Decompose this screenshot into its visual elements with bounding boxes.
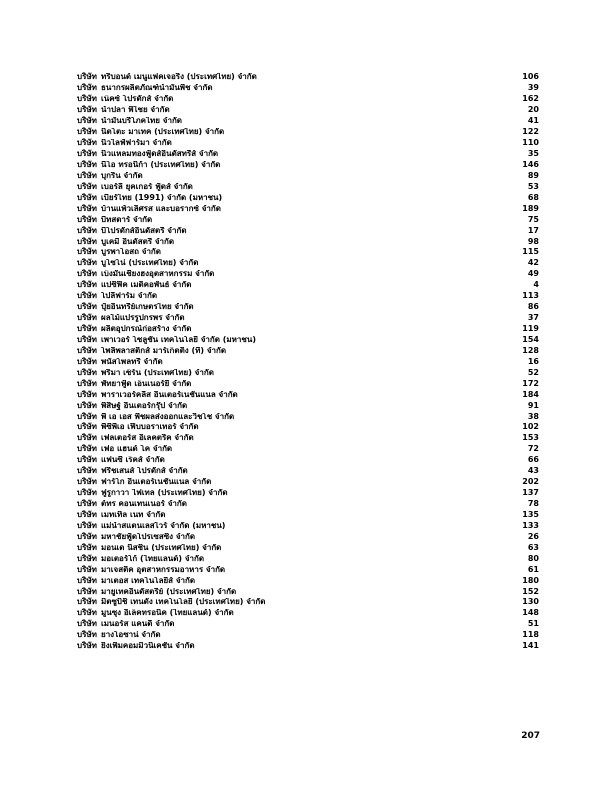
list-item	[77, 345, 539, 356]
company-count: 43	[527, 466, 539, 476]
company-name: เมนอร์ส แคนดี้ จำกัด	[101, 620, 175, 629]
company-count: 172	[522, 378, 539, 388]
company-name: มอเตอร์โก้ (ไทยแลนด์) จำกัด	[101, 554, 205, 563]
company-prefix: บริษัท	[77, 149, 97, 159]
company-count: 41	[527, 116, 539, 126]
company-prefix: บริษัท	[77, 181, 97, 191]
company-count: 42	[527, 258, 539, 268]
company-count: 141	[522, 641, 539, 651]
list-item	[77, 269, 539, 280]
list-item	[77, 105, 539, 116]
company-count: 78	[527, 499, 539, 509]
company-name: ฟาร์โก อินเตอร์เนชั่นแนล จำกัด	[101, 478, 212, 487]
company-prefix: บริษัท	[77, 400, 97, 410]
company-prefix: บริษัท	[77, 159, 97, 169]
company-count: 38	[527, 411, 539, 421]
company-name: ยางโอซาน่ จำกัด	[101, 631, 161, 640]
company-prefix: บริษัท	[77, 444, 97, 454]
list-item	[77, 203, 539, 214]
list-item	[77, 389, 539, 400]
company-prefix: บริษัท	[77, 269, 97, 279]
company-prefix: บริษัท	[77, 94, 97, 104]
company-prefix: บริษัท	[77, 236, 97, 246]
list-item	[77, 466, 539, 477]
company-name: ฟูรูกาวา ไฟเทล (ประเทศไทย) จำกัด	[101, 489, 228, 498]
company-name: เมทเทิล เนท จำกัด	[101, 510, 166, 519]
company-name: มอนเด นิสชิน (ประเทศไทย) จำกัด	[101, 543, 222, 552]
company-name: มูนซุง อิเล็คทรอนิค (ไทยแลนด์) จำกัด	[101, 609, 234, 618]
company-count: 184	[522, 389, 539, 399]
company-count: 66	[527, 455, 539, 465]
company-name: บุกริน จำกัด	[101, 171, 143, 180]
company-prefix: บริษัท	[77, 455, 97, 465]
company-name: พริมา เซ็ร์น (ประเทศไทย) จำกัด	[101, 368, 214, 377]
company-prefix: บริษัท	[77, 586, 97, 596]
list-item	[77, 422, 539, 433]
company-count: 17	[527, 225, 539, 235]
company-count: 89	[527, 170, 539, 180]
company-name: เฟอ แฮนด์ โค จำกัด	[101, 445, 173, 454]
company-name: มหาชัยฟู้ดโปรเซสซิ่ง จำกัด	[101, 532, 196, 541]
list-item	[77, 553, 539, 564]
company-name: ธนากรผลิตภัณฑ์น้ำมันพืช จำกัด	[101, 84, 213, 93]
company-prefix: บริษัท	[77, 641, 97, 651]
list-item	[77, 247, 539, 258]
company-count: 16	[527, 356, 539, 366]
company-count: 53	[527, 181, 539, 191]
company-prefix: บริษัท	[77, 509, 97, 519]
company-count: 20	[527, 105, 539, 115]
company-prefix: บริษัท	[77, 192, 97, 202]
company-name: แปซิฟิค เมดิคอพันธ์ จำกัด	[101, 281, 192, 290]
company-name: พนัสโพลทรี จำกัด	[101, 357, 163, 366]
company-prefix: บริษัท	[77, 378, 97, 388]
company-name: บ้านแพ้วเลิศรส และบอรากซ์ จำกัด	[101, 204, 221, 213]
company-name: พาราเวอร์คลีส อินเตอร์เนชั่นแนล จำกัด	[101, 390, 238, 399]
company-name: บูรพาโอสถ จำกัด	[101, 248, 161, 257]
company-prefix: บริษัท	[77, 138, 97, 148]
list-item	[77, 236, 539, 247]
company-count: 148	[522, 608, 539, 618]
list-item	[77, 302, 539, 313]
company-name: ต์ทร คอนเทนเนอร์ จำกัด	[101, 500, 187, 509]
company-name: ผลิตอุปกรณ์ก่อสร้าง จำกัด	[101, 325, 192, 334]
company-count: 119	[522, 324, 539, 334]
company-count: 153	[522, 433, 539, 443]
list-item	[77, 291, 539, 302]
list-item	[77, 378, 539, 389]
company-prefix: บริษัท	[77, 367, 97, 377]
company-name: มายูเทคอินดัสตรีย์ (ประเทศไทย) จำกัด	[101, 587, 237, 596]
company-name: ผลไม้แปรรูปกรพร จำกัด	[101, 314, 185, 323]
company-prefix: บริษัท	[77, 334, 97, 344]
company-name: ทริบอนด์ เมนูแฟคเจอริ่ง (ประเทศไทย) จำกัด	[101, 73, 257, 82]
list-item	[77, 641, 539, 652]
company-name: พิสิษฐ์ อินเตอร์กรุ๊ป จำกัด	[101, 401, 188, 410]
company-prefix: บริษัท	[77, 531, 97, 541]
list-item	[77, 488, 539, 499]
company-name: มาเจสติค อุตสาหกรรมอาหาร จำกัด	[101, 565, 226, 574]
company-prefix: บริษัท	[77, 422, 97, 432]
company-count: 135	[522, 509, 539, 519]
list-item	[77, 542, 539, 553]
list-item	[77, 433, 539, 444]
list-item	[77, 313, 539, 324]
list-item	[77, 94, 539, 105]
list-item	[77, 258, 539, 269]
company-count: 154	[522, 334, 539, 344]
company-name: พี เอ เอส พืชผลส่งออกและวิชโช จำกัด	[101, 412, 235, 421]
company-count: 86	[527, 302, 539, 312]
company-name: เบียร์ไทย (1991) จำกัด (มหาชน)	[101, 193, 223, 202]
company-name: แฟนซี เร็คส์ จำกัด	[101, 456, 165, 465]
list-item	[77, 335, 539, 346]
company-count: 72	[527, 444, 539, 454]
company-list	[77, 72, 539, 652]
company-name: น้ำมันบริโภคไทย จำกัด	[101, 117, 182, 126]
company-prefix: บริษัท	[77, 597, 97, 607]
company-prefix: บริษัท	[77, 127, 97, 137]
list-item	[77, 170, 539, 181]
company-prefix: บริษัท	[77, 280, 97, 290]
company-count: 98	[527, 236, 539, 246]
company-name: บูเคมี อินดัสตรี จำกัด	[101, 237, 175, 246]
list-item	[77, 499, 539, 510]
company-prefix: บริษัท	[77, 203, 97, 213]
company-count: 91	[527, 400, 539, 410]
company-count: 133	[522, 520, 539, 530]
company-count: 35	[527, 149, 539, 159]
company-prefix: บริษัท	[77, 542, 97, 552]
company-prefix: บริษัท	[77, 630, 97, 640]
list-item	[77, 411, 539, 422]
company-name: ยิ่งเพิ่มคอมมิวนิเคชั่น จำกัด	[101, 642, 195, 651]
company-prefix: บริษัท	[77, 247, 97, 257]
list-item	[77, 520, 539, 531]
list-item	[77, 597, 539, 608]
company-count: 152	[522, 586, 539, 596]
list-item	[77, 214, 539, 225]
company-name: ปุ๋ยอินทรีย์เกษตรไทย จำกัด	[101, 303, 194, 312]
company-count: 118	[522, 630, 539, 640]
list-item	[77, 608, 539, 619]
company-count: 137	[522, 488, 539, 498]
company-count: 113	[522, 291, 539, 301]
company-name: เพาเวอร์ โซลูชั่น เทคโนโลยี จำกัด (มหาชน)	[101, 335, 256, 344]
company-count: 106	[522, 72, 539, 82]
list-item	[77, 138, 539, 149]
company-count: 146	[522, 159, 539, 169]
company-count: 180	[522, 575, 539, 585]
company-count: 122	[522, 127, 539, 137]
company-count: 39	[527, 83, 539, 93]
company-count: 49	[527, 269, 539, 279]
company-name: บีโปรดักส์อินดัสตรี้ จำกัด	[101, 226, 187, 235]
company-count: 202	[522, 477, 539, 487]
company-prefix: บริษัท	[77, 553, 97, 563]
company-count: 52	[527, 367, 539, 377]
list-item	[77, 444, 539, 455]
list-item	[77, 225, 539, 236]
company-prefix: บริษัท	[77, 116, 97, 126]
company-count: 80	[527, 553, 539, 563]
list-item	[77, 192, 539, 203]
company-count: 26	[527, 531, 539, 541]
company-name: นิวแหลมทองฟู้ดส์อินดัสทรีส์ จำกัด	[101, 150, 219, 159]
company-count: 189	[522, 203, 539, 213]
company-prefix: บริษัท	[77, 488, 97, 498]
list-item	[77, 149, 539, 160]
company-name: เฟลเตอร์ส อิเลคตริค จำกัด	[101, 434, 194, 443]
company-name: ฟริชเสนส์ โปรดักส์ จำกัด	[101, 467, 188, 476]
list-item	[77, 455, 539, 466]
company-count: 102	[522, 422, 539, 432]
company-prefix: บริษัท	[77, 324, 97, 334]
company-prefix: บริษัท	[77, 356, 97, 366]
company-name: นิตโตะ มาเทค (ประเทศไทย) จำกัด	[101, 128, 225, 137]
company-prefix: บริษัท	[77, 170, 97, 180]
list-item	[77, 400, 539, 411]
page-number: 207	[521, 731, 540, 741]
list-item	[77, 564, 539, 575]
list-item	[77, 630, 539, 641]
company-count: 110	[522, 138, 539, 148]
company-prefix: บริษัท	[77, 411, 97, 421]
company-count: 68	[527, 192, 539, 202]
company-name: น้ำปลา พิไชย จำกัด	[101, 106, 170, 115]
company-prefix: บริษัท	[77, 313, 97, 323]
company-count: 61	[527, 564, 539, 574]
company-count: 63	[527, 542, 539, 552]
company-name: พีซีพีเอ เฟิบบอราเทอร์ จำกัด	[101, 423, 199, 432]
company-prefix: บริษัท	[77, 72, 97, 82]
company-prefix: บริษัท	[77, 477, 97, 487]
list-item	[77, 356, 539, 367]
list-item	[77, 367, 539, 378]
company-prefix: บริษัท	[77, 608, 97, 618]
list-item	[77, 280, 539, 291]
company-name: บูโซโน่ (ประเทศไทย) จำกัด	[101, 259, 199, 268]
company-count: 4	[533, 280, 539, 290]
company-name: โปลีฟาร์ม จำกัด	[101, 292, 158, 301]
company-name: พัทยาฟู้ด เอ็นเนอร์ยี่ จำกัด	[101, 379, 192, 388]
list-item	[77, 619, 539, 630]
company-prefix: บริษัท	[77, 105, 97, 115]
company-prefix: บริษัท	[77, 564, 97, 574]
company-prefix: บริษัท	[77, 83, 97, 93]
company-count: 128	[522, 345, 539, 355]
company-prefix: บริษัท	[77, 499, 97, 509]
list-item	[77, 72, 539, 83]
company-name: มาเตอส เทคโนโลยีส์ จำกัด	[101, 576, 196, 585]
company-prefix: บริษัท	[77, 466, 97, 476]
company-count: 115	[522, 247, 539, 257]
company-prefix: บริษัท	[77, 258, 97, 268]
list-item	[77, 586, 539, 597]
company-name: เน็คซ์ โปรดักส์ จำกัด	[101, 95, 174, 104]
list-item	[77, 531, 539, 542]
company-name: นิวไลฟ์ฟาร์มา จำกัด	[101, 139, 172, 148]
list-item	[77, 116, 539, 127]
company-name: บีทสตาร์ จำกัด	[101, 215, 153, 224]
company-prefix: บริษัท	[77, 345, 97, 355]
list-item	[77, 324, 539, 335]
company-count: 162	[522, 94, 539, 104]
company-count: 130	[522, 597, 539, 607]
company-prefix: บริษัท	[77, 520, 97, 530]
company-name: เบอร์ลี่ ยุคเกอร์ ฟู้ดส์ จำกัด	[101, 182, 193, 191]
company-name: แม่น้ำสแตนเลสไวร์ จำกัด (มหาชน)	[101, 521, 226, 530]
company-name: นีโอ ทรอนิก้า (ประเทศไทย) จำกัด	[101, 160, 221, 169]
company-prefix: บริษัท	[77, 619, 97, 629]
company-name: มิตซูบิชิ เทนดั้ง เทคโนโลยี (ประเทศไทย) จำกัด	[101, 598, 266, 607]
list-item	[77, 83, 539, 94]
company-prefix: บริษัท	[77, 433, 97, 443]
company-prefix: บริษัท	[77, 225, 97, 235]
list-item	[77, 181, 539, 192]
company-prefix: บริษัท	[77, 389, 97, 399]
company-prefix: บริษัท	[77, 575, 97, 585]
company-count: 37	[527, 313, 539, 323]
company-name: โพลิพลาสติกส์ มาร์เก็ตติ้ง (ที) จำกัด	[101, 346, 227, 355]
list-item	[77, 160, 539, 171]
company-prefix: บริษัท	[77, 302, 97, 312]
list-item	[77, 477, 539, 488]
company-prefix: บริษัท	[77, 214, 97, 224]
company-name: เบ็งมันเชียงฮงอุตสาหกรรม จำกัด	[101, 270, 215, 279]
list-item	[77, 575, 539, 586]
list-item	[77, 510, 539, 521]
company-count: 51	[527, 619, 539, 629]
company-count: 75	[527, 214, 539, 224]
list-item	[77, 127, 539, 138]
company-prefix: บริษัท	[77, 291, 97, 301]
